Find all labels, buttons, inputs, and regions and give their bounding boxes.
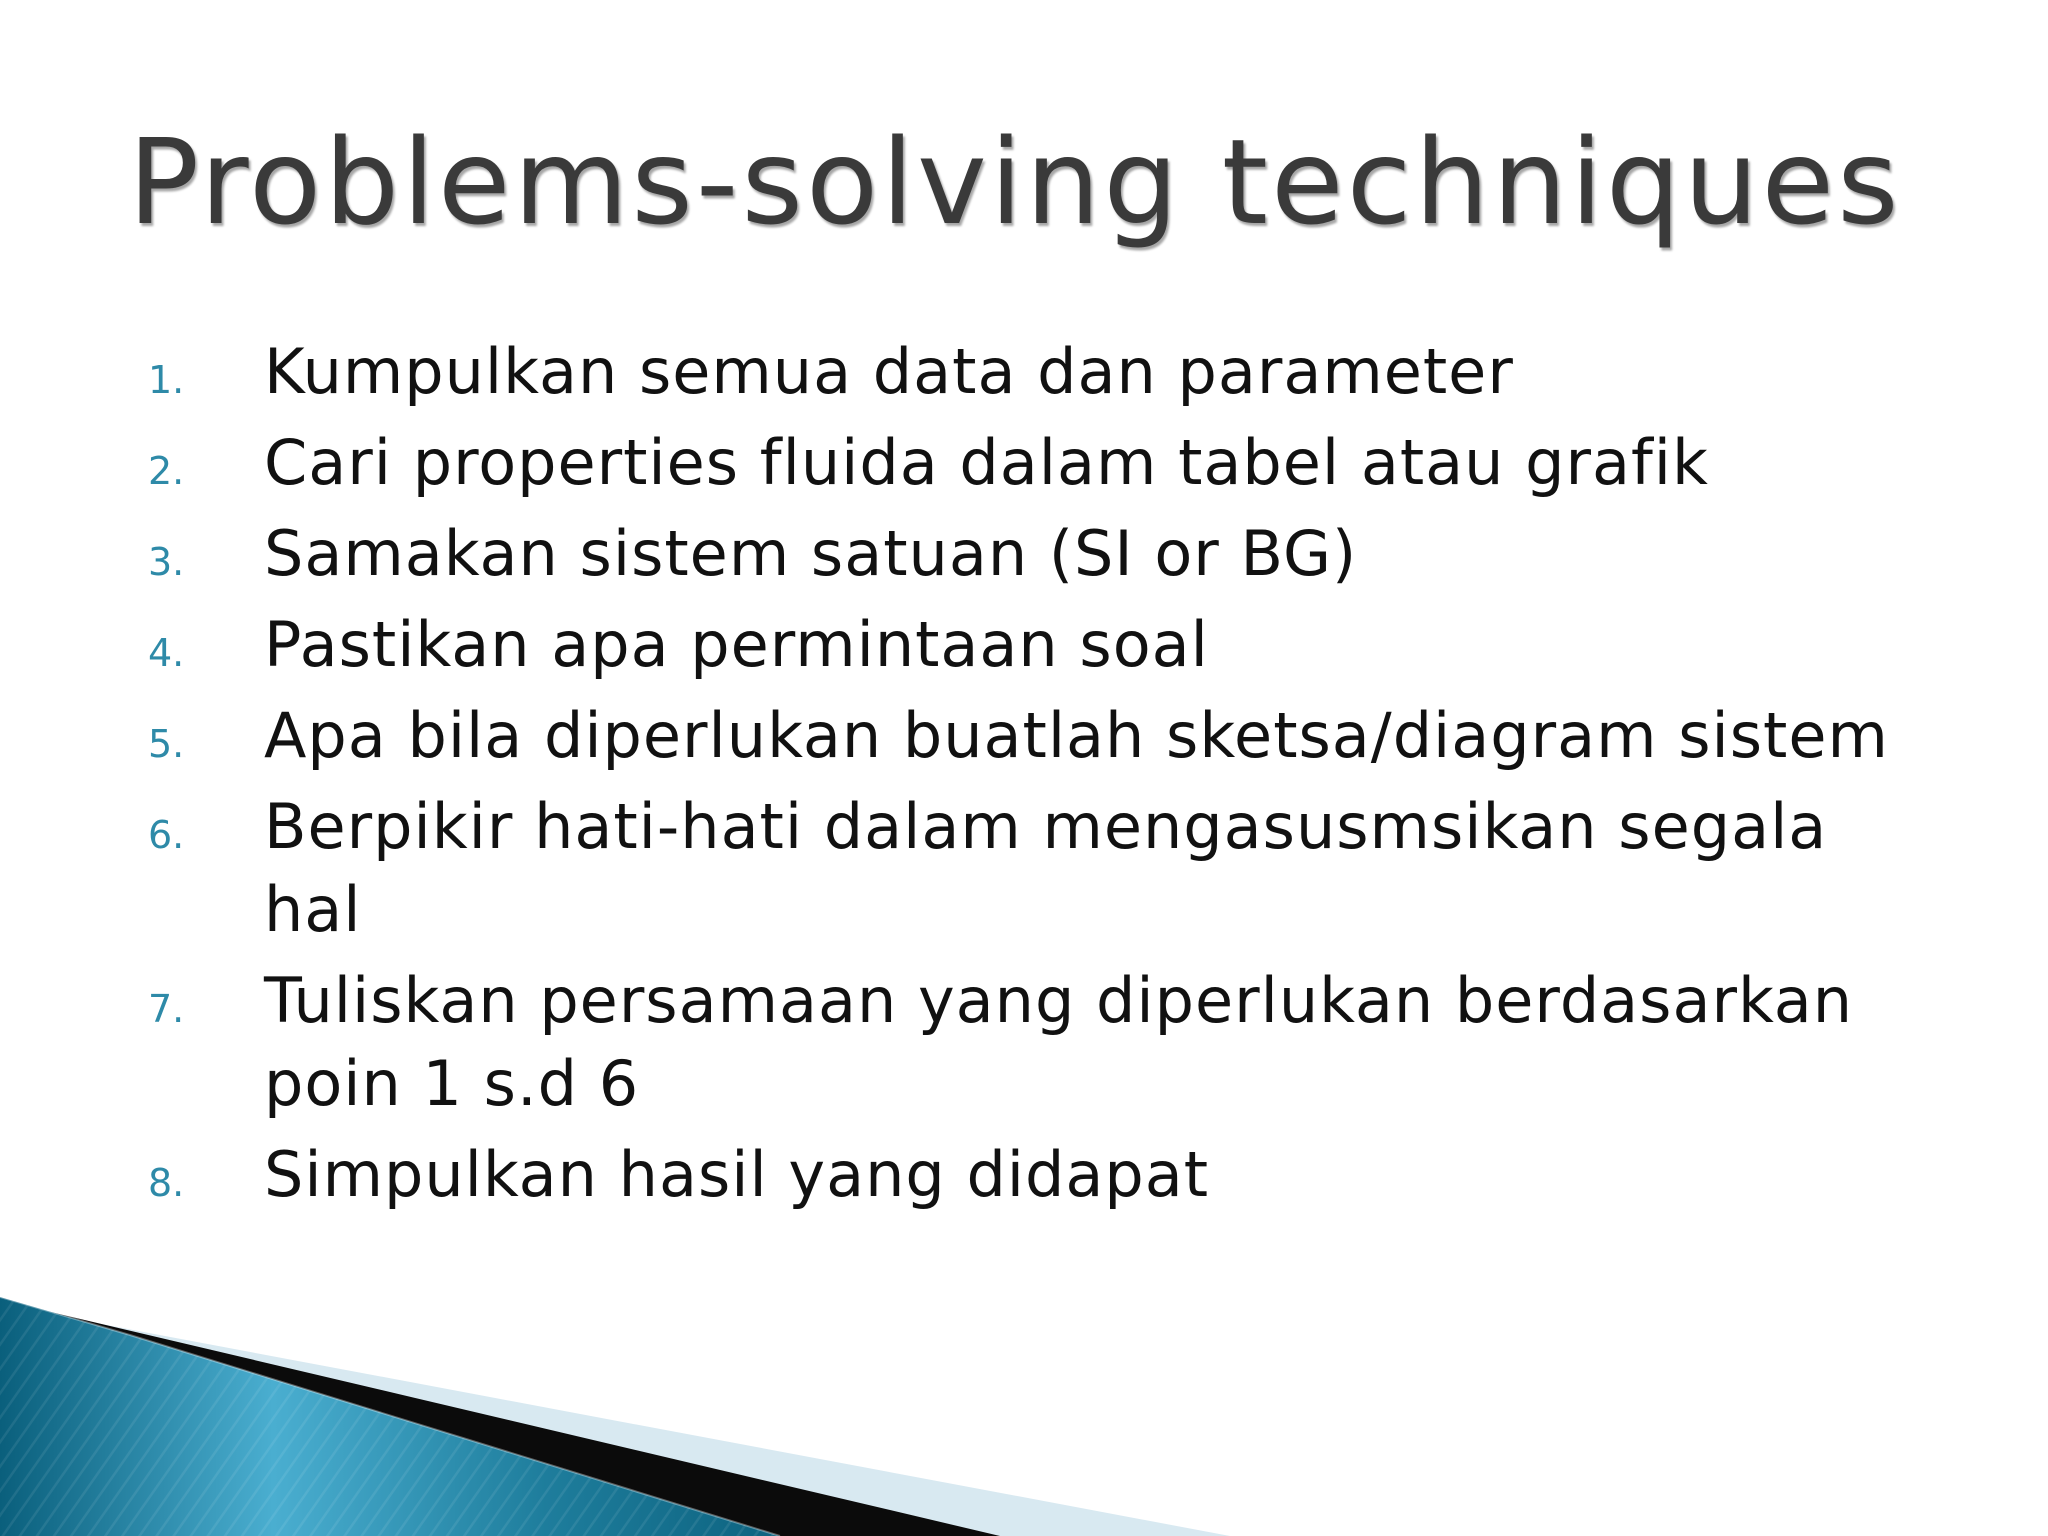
list-number: 1. [148,358,185,402]
corner-blue-wedge [0,1297,780,1536]
numbered-list [148,330,1928,1224]
corner-dark-band [0,1300,1000,1536]
list-text: Pastikan apa permintaan soal [264,608,1209,681]
list-item [148,785,1928,959]
corner-light-band [0,1305,1230,1536]
list-number: 7. [148,987,185,1031]
list-item [148,421,1928,512]
list-number: 6. [148,813,185,857]
list-number: 3. [148,540,185,584]
list-item [148,512,1928,603]
list-number: 8. [148,1161,185,1205]
list-text: Tuliskan persamaan yang diperlukan berdasarkan poin 1 s.d 6 [264,964,1854,1120]
list-text: Berpikir hati-hati dalam mengasusmsikan segala hal [264,790,1828,946]
list-item [148,959,1928,1133]
list-item [148,694,1928,785]
list-text: Simpulkan hasil yang didapat [264,1138,1210,1211]
list-text: Cari properties fluida dalam tabel atau grafik [264,426,1709,499]
list-number: 4. [148,631,185,675]
slide-title: Problems-solving techniques [128,113,1902,251]
list-text: Apa bila diperlukan buatlah sketsa/diagram sistem [264,699,1889,772]
list-item [148,330,1928,421]
list-number: 2. [148,449,185,493]
list-number: 5. [148,722,185,766]
list-text: Samakan sistem satuan (SI or BG) [264,517,1358,590]
list-item [148,1133,1928,1224]
list-item [148,603,1928,694]
list-text: Kumpulkan semua data dan parameter [264,335,1514,408]
